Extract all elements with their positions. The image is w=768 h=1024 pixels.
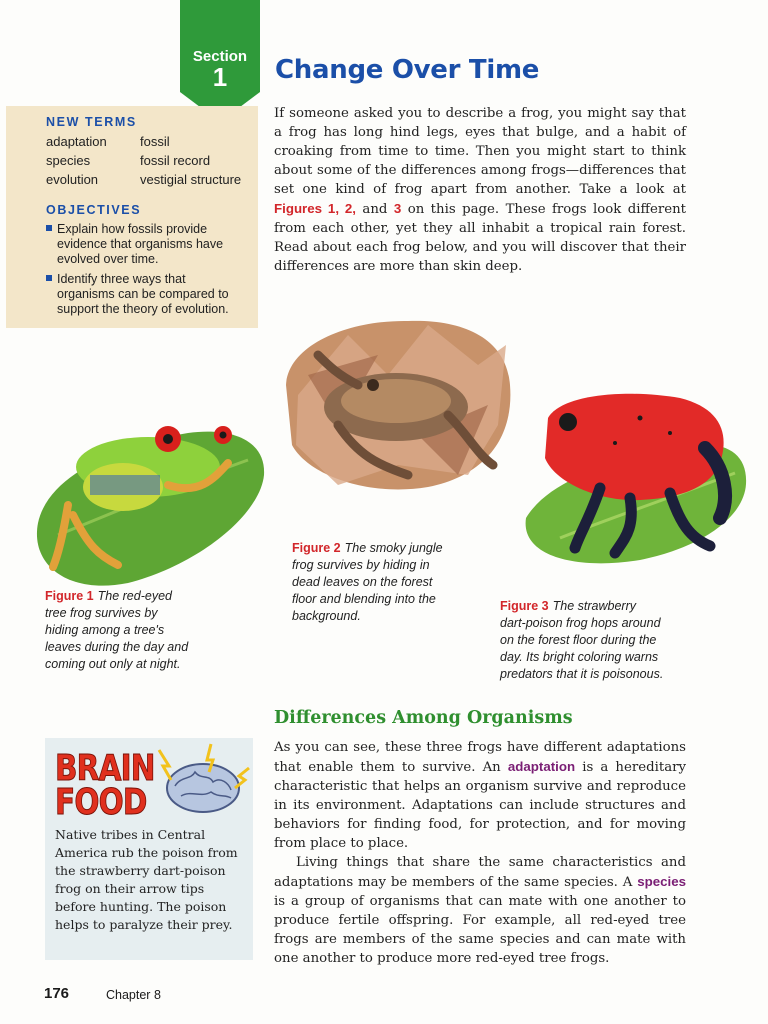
caption-line: predators that it is poisonous. <box>500 667 664 681</box>
paragraph <box>274 853 686 968</box>
figure-2-caption <box>292 540 492 625</box>
brain-food-title-food: FOOD <box>55 782 147 823</box>
text-run: is a group of organisms that can mate with one another to produce fertile offspring. For example, all red-eyed tree frogs are members of the same species and can mate with one another to produce more red-eyed tree frogs. <box>274 894 686 966</box>
objective-item <box>46 272 256 317</box>
caption-line: The smoky jungle <box>344 541 443 555</box>
objective-line: Identify three ways that <box>57 272 186 286</box>
figure-3-caption <box>500 598 715 683</box>
figure-reference: Figures 1, 2, <box>274 201 356 216</box>
intro-text: If someone asked you to describe a frog, you might say that a frog has long hind legs, eyes that bulge, and a habit of croaking from time to time. Then you might start to think about some of the differences among frogs—differences that set one kind of frog apart from another. Take a look at <box>274 106 686 197</box>
caption-line: tree frog survives by <box>45 606 158 620</box>
brain-icon <box>151 742 251 822</box>
new-terms-heading: NEW TERMS <box>46 115 137 129</box>
figure-label: Figure 1 <box>45 589 94 603</box>
paragraph <box>274 738 686 853</box>
caption-line: hiding among a tree's <box>45 623 165 637</box>
caption-line: leaves during the day and <box>45 640 189 654</box>
caption-line: frog survives by hiding in <box>292 558 430 572</box>
objective-line: support the theory of evolution. <box>57 302 229 316</box>
caption-line: background. <box>292 609 361 623</box>
caption-line: day. Its bright coloring warns <box>500 650 659 664</box>
figure-reference: 3 <box>393 201 402 216</box>
term-item: species <box>46 153 91 168</box>
figure-label: Figure 3 <box>500 599 549 613</box>
term-item: evolution <box>46 172 99 187</box>
objective-line: organisms can be compared to <box>57 287 229 301</box>
objective-item <box>46 222 256 267</box>
differences-heading: Differences Among Organisms <box>274 708 573 728</box>
smoky-jungle-frog-image <box>278 315 514 495</box>
brain-food-text: Native tribes in Central America rub the poison from the strawberry dart-poison frog on their arrow tips before hunting. The poison helps to paralyze their prey. <box>55 827 238 932</box>
brain-food-box <box>45 738 253 960</box>
red-eyed-tree-frog-image <box>28 405 270 593</box>
caption-line: The red-eyed <box>97 589 172 603</box>
term-species: species <box>637 874 686 889</box>
objectives-heading: OBJECTIVES <box>46 203 142 217</box>
caption-line: dart-poison frog hops around <box>500 616 661 630</box>
objective-line: evolved over time. <box>57 252 159 266</box>
term-item: fossil record <box>140 153 211 168</box>
section-number: 1 <box>212 62 228 92</box>
page-title: Change Over Time <box>275 55 540 85</box>
text-run: is a hereditary characteristic that helps an organism survive and reproduce in its environment. Adaptations can include structures and behaviors for finding food, for protection, and for moving from place to place. <box>274 760 686 851</box>
caption-line: on the forest floor during the <box>500 633 657 647</box>
chapter-label: Chapter 8 <box>106 988 161 1002</box>
caption-line: coming out only at night. <box>45 657 181 671</box>
section-tab <box>180 0 260 122</box>
bullet-icon <box>46 275 52 281</box>
caption-line: dead leaves on the forest <box>292 575 433 589</box>
intro-text: and <box>356 202 394 217</box>
text-run: Living things that share the same characteristics and adaptations may be members of the same species. A <box>274 855 686 890</box>
term-item: adaptation <box>46 134 107 149</box>
term-adaptation: adaptation <box>507 759 576 774</box>
text-run: As you can see, these three frogs have different adaptations that enable them to survive. An <box>274 740 686 775</box>
differences-text <box>274 738 686 968</box>
section-label: Section <box>192 48 248 65</box>
caption-line: The strawberry <box>552 599 636 613</box>
intro-text: on this page. These frogs look different from each other, yet they all inhabit a tropical rain forest. Read about each frog below, and you will discover that their differences are more than skin deep. <box>274 202 686 274</box>
objective-line: Explain how fossils provide <box>57 222 208 236</box>
figure-label: Figure 2 <box>292 541 341 555</box>
objective-line: evidence that organisms have <box>57 237 224 251</box>
new-terms-sidebar <box>6 106 258 328</box>
page-number: 176 <box>44 985 70 1002</box>
bullet-icon <box>46 225 52 231</box>
intro-paragraph <box>274 104 686 276</box>
term-item: fossil <box>140 134 170 149</box>
figure-1-caption <box>45 588 245 673</box>
term-item: vestigial structure <box>140 172 242 187</box>
strawberry-dart-poison-frog-image <box>520 388 750 568</box>
caption-line: floor and blending into the <box>292 592 436 606</box>
brain-food-title-brain: BRAIN <box>55 748 155 789</box>
